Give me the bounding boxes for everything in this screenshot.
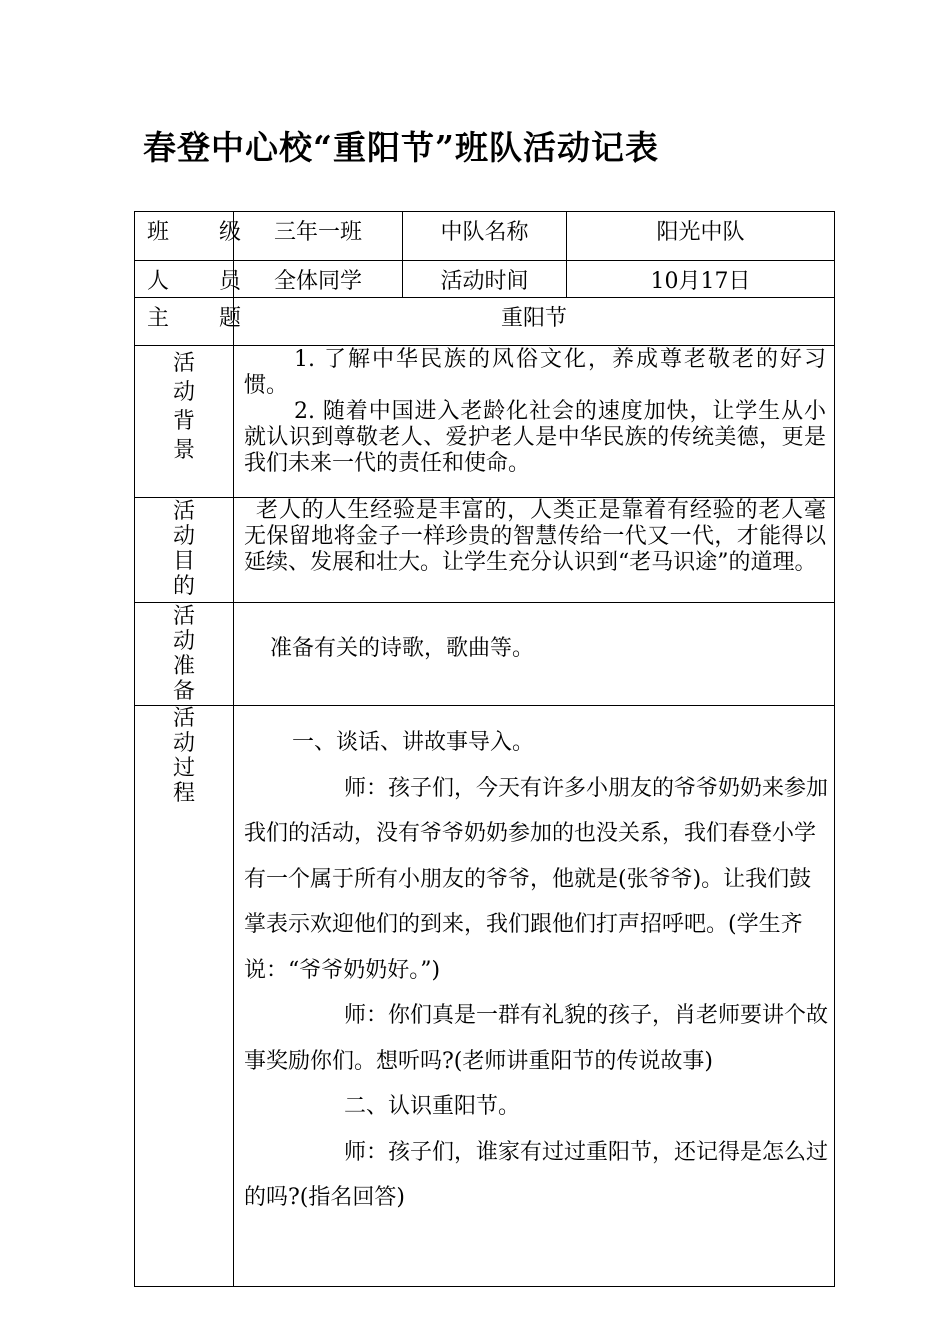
class-value: 三年一班 (234, 212, 403, 261)
process-heading-1: 一、谈话、讲故事导入。 (292, 730, 535, 755)
purpose-text: 老人的人生经验是丰富的，人类正是靠着有经验的老人毫无保留地将金子一样珍贵的智慧传给一代又一代，才能得以延续、发展和壮大。让学生充分认识到“老马识途”的道理。 (244, 498, 826, 575)
background-line-1: 1. 了解中华民族的风俗文化，养成尊老敬老的好习惯。 (244, 347, 826, 398)
row-preparation (135, 603, 835, 706)
class-label: 班 级 (135, 212, 234, 261)
row-members (135, 261, 835, 298)
row-background (135, 346, 835, 498)
process-paragraph-1: 师：孩子们，今天有许多小朋友的爷爷奶奶来参加我们的活动，没有爷爷奶奶参加的也没关系，我们春登小学有一个属于所有小朋友的爷爷，他就是(张爷爷)。让我们鼓掌表示欢迎他们的到来，我们跟他们打声招呼吧。(学生齐说：“爷爷奶奶好。”) (244, 775, 829, 983)
background-content (234, 346, 835, 498)
prep-label (135, 603, 234, 706)
activity-record-table (134, 211, 835, 1287)
purpose-label-text: 活动目的 (172, 499, 195, 599)
row-theme (135, 298, 835, 346)
squad-name-value: 阳光中队 (567, 212, 835, 261)
document-title: 春登中心校“重阳节”班队活动记表 (143, 128, 659, 167)
process-paragraph-2: 师：你们真是一群有礼貌的孩子，肖老师要讲个故事奖励你们。想听吗?(老师讲重阳节的传说故事) (244, 1003, 829, 1074)
prep-label-text: 活动准备 (172, 604, 195, 704)
row-process (135, 706, 835, 1287)
time-value: 10月17日 (567, 261, 835, 298)
members-label: 人 员 (135, 261, 234, 298)
row-class (135, 212, 835, 261)
process-label-text: 活动过程 (172, 706, 195, 806)
process-content (234, 706, 835, 1287)
time-label: 活动时间 (403, 261, 567, 298)
background-label (135, 346, 234, 498)
row-purpose (135, 498, 835, 603)
background-label-text: 活动背景 (172, 351, 195, 463)
prep-content (234, 603, 835, 706)
process-label (135, 706, 234, 1287)
theme-value: 重阳节 (234, 298, 835, 346)
purpose-content (234, 498, 835, 603)
prep-text: 准备有关的诗歌，歌曲等。 (270, 636, 535, 661)
members-value: 全体同学 (234, 261, 403, 298)
process-paragraph-3: 师：孩子们，谁家有过过重阳节，还记得是怎么过的吗?(指名回答) (244, 1139, 829, 1210)
theme-label: 主 题 (135, 298, 234, 346)
process-heading-2: 二、认识重阳节。 (344, 1094, 521, 1119)
purpose-label (135, 498, 234, 603)
squad-name-label: 中队名称 (403, 212, 567, 261)
background-line-2: 2. 随着中国进入老龄化社会的速度加快，让学生从小就认识到尊敬老人、爱护老人是中华民族的传统美德，更是我们未来一代的责任和使命。 (244, 399, 826, 476)
